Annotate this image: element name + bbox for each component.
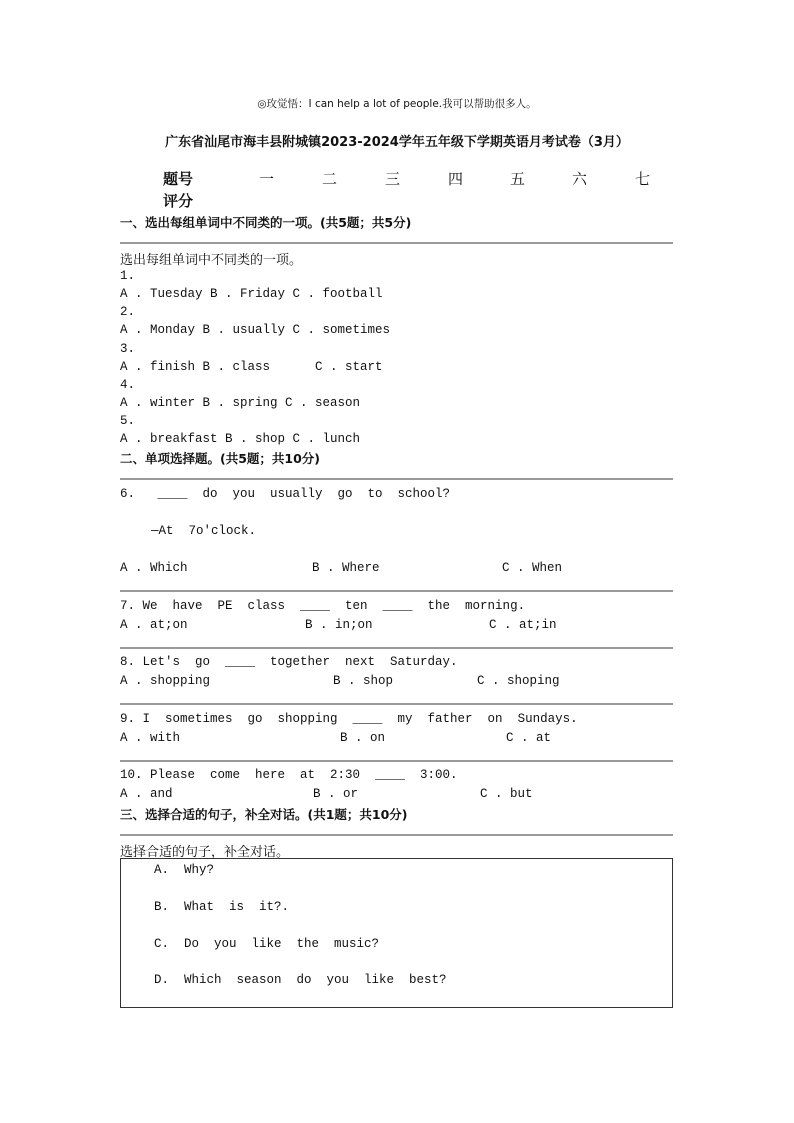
dialogue-option-a: A. Why? [154,863,215,877]
dialogue-option-c: C. Do you like the music? [154,937,380,951]
q9-option-a: A . with [120,731,181,745]
score-col-3: 三 [385,170,401,188]
section3-divider [120,834,673,836]
q10-option-c: C . but [480,787,533,801]
q10-divider [120,760,673,762]
q2-number: 2. [120,305,136,319]
q1-number: 1. [120,269,136,283]
q8-divider [120,647,673,649]
q10-option-b: B . or [313,787,359,801]
section2-title: 二、单项选择题。(共5题；共10分) [120,451,321,466]
q9-option-c: C . at [506,731,552,745]
dialogue-option-d: D. Which season do you like best? [154,973,447,987]
q9-stem: 9. I sometimes go shopping ____ my father on Sundays. [120,712,578,726]
section3-title: 三、选择合适的句子，补全对话。(共1题；共10分) [120,807,408,822]
q7-option-b: B . in;on [305,618,373,632]
q4-number: 4. [120,378,136,392]
q9-divider [120,703,673,705]
exam-title: 广东省汕尾市海丰县附城镇2023-2024学年五年级下学期英语月考试卷（3月） [165,135,629,150]
dialogue-option-b: B. What is it?. [154,900,290,914]
score-col-7: 七 [635,170,651,188]
q7-stem: 7. We have PE class ____ ten ____ the morning. [120,599,526,613]
score-col-2: 二 [322,170,338,188]
section3-instruction: 选择合适的句子，补全对话。 [120,845,290,860]
section1-divider [120,242,673,244]
q5-number: 5. [120,414,136,428]
q8-option-b: B . shop [333,674,394,688]
q5-options: A . breakfast B . shop C . lunch [120,432,361,446]
q7-divider [120,590,673,592]
q8-option-c: C . shoping [477,674,560,688]
score-col-1: 一 [259,170,275,188]
q7-option-c: C . at;in [489,618,557,632]
score-table-head-label: 题号 [163,170,194,188]
section2-divider [120,478,673,480]
score-col-5: 五 [510,170,526,188]
section1-instruction: 选出每组单词中不同类的一项。 [120,253,303,268]
score-col-6: 六 [572,170,588,188]
q10-stem: 10. Please come here at 2:30 ____ 3:00. [120,768,458,782]
q10-option-a: A . and [120,787,173,801]
q2-options: A . Monday B . usually C . sometimes [120,323,391,337]
score-row-label: 评分 [163,192,194,210]
q8-option-a: A . shopping [120,674,211,688]
q4-options: A . winter B . spring C . season [120,396,361,410]
q1-options: A . Tuesday B . Friday C . football [120,287,383,301]
q7-option-a: A . at;on [120,618,188,632]
q3-options: A . finish B . class C . start [120,360,383,374]
q3-number: 3. [120,342,136,356]
q6-option-c: C . When [502,561,563,575]
motto-line: ◎玫觉悟：I can help a lot of people.我可以帮助很多人。 [257,98,537,110]
q9-option-b: B . on [340,731,386,745]
score-col-4: 四 [448,170,464,188]
section1-title: 一、选出每组单词中不同类的一项。(共5题；共5分) [120,215,412,230]
q6-option-a: A . Which [120,561,188,575]
q6-stem: 6. ____ do you usually go to school? [120,487,451,501]
q6-answer-line: —At 7o'clock. [151,524,257,538]
q6-option-b: B . Where [312,561,380,575]
q8-stem: 8. Let's go ____ together next Saturday. [120,655,458,669]
